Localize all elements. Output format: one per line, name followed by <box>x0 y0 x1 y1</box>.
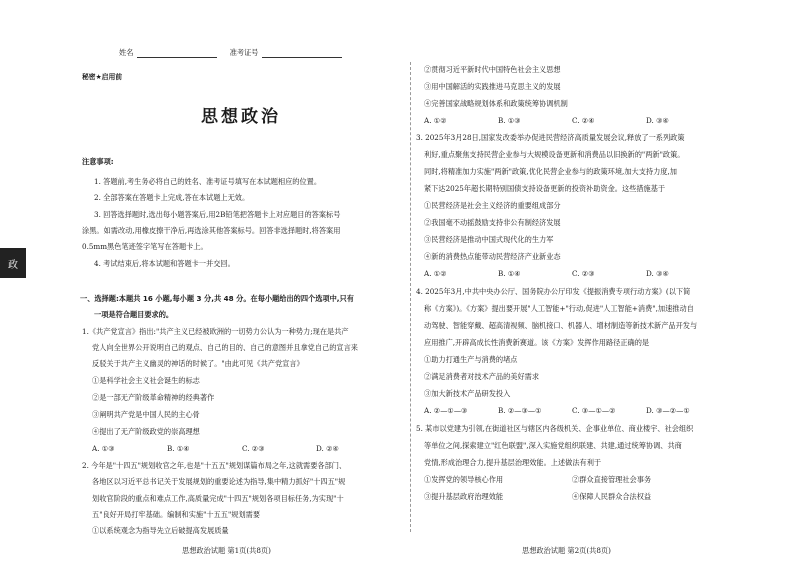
q4-item: ②满足消费者对技术产品的美好需求 <box>424 372 540 381</box>
q1-item: ③阐明共产党是中国人民的主心骨 <box>92 410 200 419</box>
section-heading: 一项是符合题目要求的。 <box>94 310 174 319</box>
option-b[interactable]: B. ①③ <box>498 116 521 125</box>
page-footer: 思想政治试题 第2页(共8页) <box>522 546 611 555</box>
q1-item: ②是一部无产阶级革命精神的经典著作 <box>92 393 215 402</box>
note-item: 2. 全部答案在答题卡上完成,答在本试题上无效。 <box>94 193 250 202</box>
q2-stem: 划收官阶段的重点和难点工作,高质量完成"十四五"规划各项目标任务,为实现"十 <box>92 494 344 503</box>
section-heading: 一、选择题:本题共 16 小题,每小题 3 分,共 48 分。在每小题给出的四个选项中,只有 <box>80 294 354 303</box>
option-b[interactable]: B. ②—③—① <box>498 406 542 415</box>
option-d[interactable]: D. ③④ <box>646 269 669 278</box>
subject-side-tab: 政 <box>0 248 26 278</box>
q5-item: ③提升基层政府治理效能 <box>424 492 504 501</box>
option-d[interactable]: D. ③—②—① <box>646 406 690 415</box>
name-field[interactable] <box>119 48 342 58</box>
q4-stem: 4. 2025年3月,中共中央办公厅、国务院办公厅印发《提振消费专项行动方案》(以下简 <box>416 287 691 296</box>
q4-stem: 应用推广,开辟高成长性消费新赛道。该《方案》发挥作用路径正确的是 <box>424 338 650 347</box>
q1-item: ④提出了无产阶级政党的崇高理想 <box>92 427 200 436</box>
q2-item: ③用中国解活的实践推进马克思主义的发展 <box>424 82 561 91</box>
column-divider <box>410 62 411 532</box>
q2-stem: 五"良好开局打牢基础。编制和实施"十五五"规划需要 <box>92 510 261 519</box>
q3-item: ④新的消费热点能带动民营经济产业新业态 <box>424 252 561 261</box>
q1-stem: 党人向全世界公开说明自己的观点、自己的目的、自己的意图并且拿党自己的宣言来 <box>92 343 358 352</box>
secret-mark: 秘密★启用前 <box>82 73 123 81</box>
q3-stem: 同时,将精准加力实施"两新"政策,优化民营企业参与的政策环境,加大支持力度,加 <box>424 167 677 176</box>
q4-stem: 动驾驶、智能穿戴、超高清视频、脑机接口、机器人、增材制造等新技术新产品开发与 <box>424 321 698 330</box>
q5-item: ①发挥党的领导核心作用 <box>424 475 504 484</box>
q1-stem: 反驳关于共产主义幽灵的神话的时候了。"由此可见《共产党宣言》 <box>92 359 304 368</box>
q3-stem: 利好,重点聚焦支持民营企业参与大规模设备更新和消费品以旧换新的"两新"政策。 <box>424 150 685 159</box>
q3-stem: 3. 2025年3月28日,国家发改委举办促进民营经济高质量发展会议,释放了一系列政策 <box>416 133 685 142</box>
q3-item: ③民营经济是推动中国式现代化的生力军 <box>424 235 554 244</box>
q5-stem: 党情,形成治理合力,提升基层治理效能。上述做法有利于 <box>424 458 602 467</box>
q3-stem: 紧下达2025年超长期特别国债支持设备更新的投资补助资金。这些措施基于 <box>424 184 666 193</box>
q4-item: ①助力打通生产与消费的堵点 <box>424 355 518 364</box>
option-c[interactable]: C. ②④ <box>572 116 595 125</box>
option-a[interactable]: A. ①③ <box>92 444 115 453</box>
option-c[interactable]: C. ③—①—② <box>572 406 616 415</box>
option-a[interactable]: A. ①② <box>424 116 447 125</box>
exam-no-label: 准考证号 <box>229 48 259 57</box>
page-footer: 思想政治试题 第1页(共8页) <box>182 546 271 555</box>
q5-item: ④保障人民群众合法权益 <box>572 492 652 501</box>
q1-item: ①是科学社会主义社会诞生的标志 <box>92 376 200 385</box>
option-a[interactable]: A. ②—①—③ <box>424 406 468 415</box>
q4-item: ③加大新技术产品研发投入 <box>424 389 511 398</box>
note-item: 3. 回答选择题时,选出每小题答案后,用2B铅笔把答题卡上对应题目的答案标号 <box>94 210 341 219</box>
notes-heading: 注意事项: <box>82 157 114 166</box>
name-label: 姓名 <box>119 48 134 57</box>
q3-item: ②我国毫不动摇鼓励支持非公有制经济发展 <box>424 218 561 227</box>
q5-stem: 5. 某市以党建为引领,在街道社区与辖区内各级机关、企事业单位、商业楼宇、社会组织 <box>416 424 694 433</box>
page-title: 思想政治 <box>201 107 281 127</box>
q2-stem: 各地区以习近平总书记关于发展规划的重要论述为指导,集中精力抓好"十四五"规 <box>92 477 346 486</box>
q4-stem: 称《方案》)。《方案》提出要开展"人工智能+"行动,促进"人工智能+消费",加速推动自 <box>424 304 694 313</box>
q2-stem: 2. 今年是"十四五"规划收官之年,也是"十五五"规划谋篇布局之年,这就需要各部门、 <box>82 461 347 470</box>
note-item: 4. 考试结束后,将本试题和答题卡一并交回。 <box>94 259 235 268</box>
note-item: 0.5mm黑色笔迹签字笔写在答题卡上。 <box>82 242 208 251</box>
option-d[interactable]: D. ②④ <box>316 444 339 453</box>
option-c[interactable]: C. ②③ <box>572 269 595 278</box>
option-b[interactable]: B. ①④ <box>498 269 521 278</box>
q2-item: ①以系统观念为指导先立后破提高发展质量 <box>92 526 229 535</box>
q1-stem: 1.《共产党宣言》指出:"共产主义已经被欧洲的一切势力公认为一种势力;现在是共产 <box>82 327 349 336</box>
q2-item: ④完善国家战略规划体系和政策统筹协调机制 <box>424 99 568 108</box>
option-d[interactable]: D. ③④ <box>646 116 669 125</box>
note-item: 1. 答题前,考生务必将自己的姓名、准考证号填写在本试题相应的位置。 <box>94 177 322 186</box>
note-item: 涂黑。如需改动,用橡皮擦干净后,再选涂其他答案标号。回答非选择题时,将答案用 <box>82 226 341 235</box>
option-a[interactable]: A. ①② <box>424 269 447 278</box>
q5-item: ②群众直接管理社会事务 <box>572 475 652 484</box>
q5-stem: 等单位之间,探索建立"红色联盟",深入实施党组织联建、共建,通过统筹协调、共商 <box>424 441 682 450</box>
q3-item: ①民营经济是社会主义经济的重要组成部分 <box>424 201 561 210</box>
option-c[interactable]: C. ②③ <box>242 444 265 453</box>
option-b[interactable]: B. ①④ <box>167 444 190 453</box>
q2-item: ②贯彻习近平新时代中国特色社会主义思想 <box>424 65 561 74</box>
